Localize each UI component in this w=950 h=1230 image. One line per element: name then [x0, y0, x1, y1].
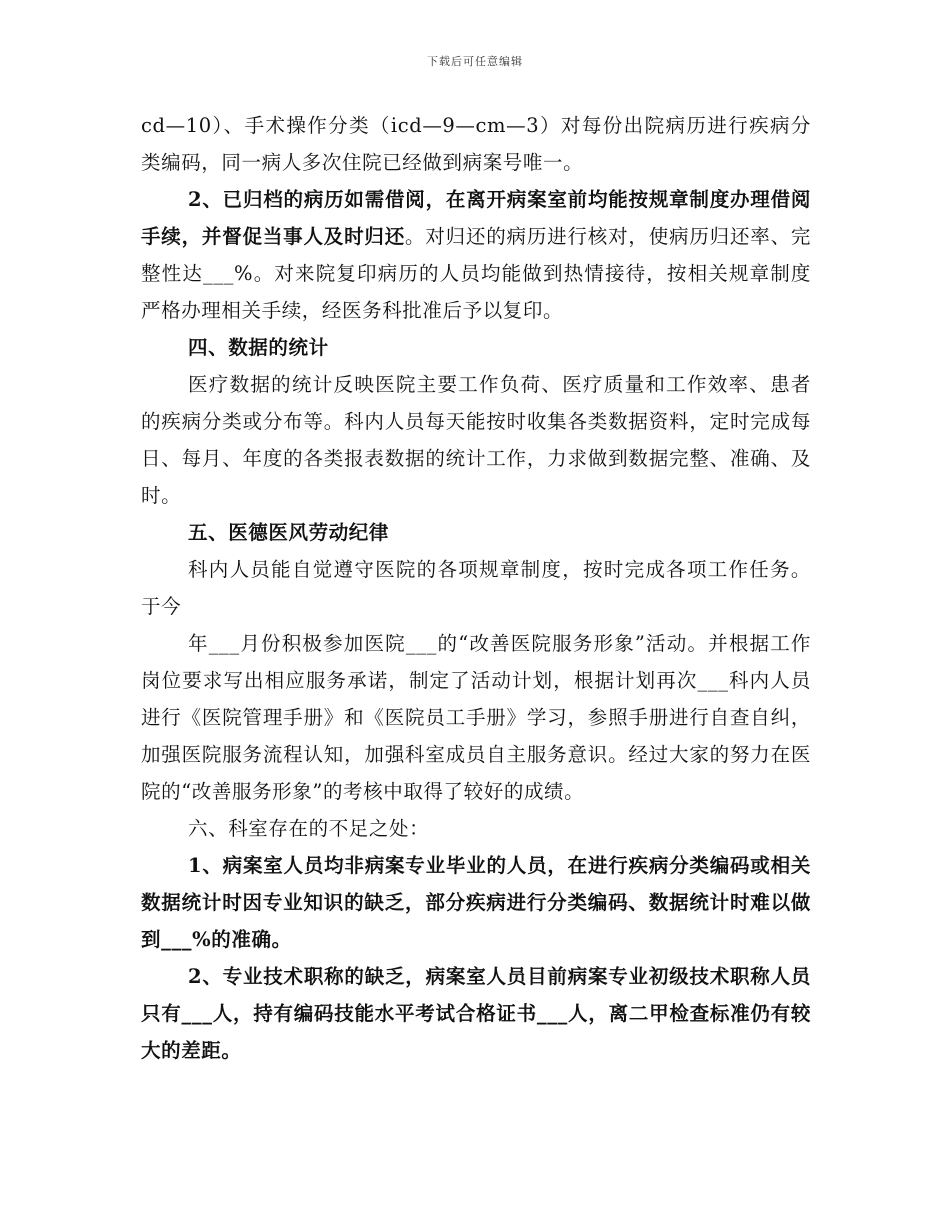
paragraph-continuation: cd—10）、手术操作分类（icd—9—cm—3）对每份出院病历进行疾病分类编码，同一病人多次住院已经做到病案号唯一。 — [141, 114, 811, 174]
paragraph-discipline: 科内人员能自觉遵守医院的各项规章制度，按时完成各项工作任务。于今 — [141, 558, 811, 618]
paragraph-shortcoming-2: 2、专业技术职称的缺乏，病案室人员目前病案专业初级技术职称人员只有___人，持有编码技能水平考试合格证书___人，离二甲检查标准仍有较大的差距。 — [141, 965, 811, 1062]
heading-shortcomings: 六、科室存在的不足之处： — [188, 817, 430, 840]
paragraph-borrowing — [141, 181, 811, 329]
page-header: 下载后可任意编辑 — [427, 55, 523, 68]
paragraph-shortcoming-1: 1、病案室人员均非病案专业毕业的人员，在进行疾病分类编码或相关数据统计时因专业知识的缺乏，部分疾病进行分类编码、数据统计时难以做到___%的准确。 — [141, 854, 811, 951]
heading-statistics: 四、数据的统计 — [188, 336, 329, 359]
borrowing-normal-text: 。对归还的病历进行核对，使病历归还率、完整性达___%。对来院复印病历的人员均能做到热情接待，按相关规章制度严格办理相关手续，经医务科批准后予以复印。 — [141, 225, 811, 322]
document-body — [141, 107, 811, 1069]
paragraph-statistics: 医疗数据的统计反映医院主要工作负荷、医疗质量和工作效率、患者的疾病分类或分布等。科内人员每天能按时收集各类数据资料，定时完成每日、每月、年度的各类报表数据的统计工作，力求做到数据完整、准确、及时。 — [141, 373, 811, 507]
borrowing-bold-text: 2、已归档的病历如需借阅，在离开病案室前均能按规章制度办理借阅手续，并督促当事人及时归还 — [141, 188, 811, 248]
paragraph-activity: 年___月份积极参加医院___的“改善医院服务形象”活动。并根据工作岗位要求写出相应服务承诺，制定了活动计划，根据计划再次___科内人员进行《医院管理手册》和《医院员工手册》学习，参照手册进行自查自纠，加强医院服务流程认知，加强科室成员自主服务意识。经过大家的努力在医院的“改善服务形象”的考核中取得了较好的成绩。 — [141, 632, 811, 803]
heading-medical-ethics: 五、医德医风劳动纪律 — [188, 521, 390, 544]
